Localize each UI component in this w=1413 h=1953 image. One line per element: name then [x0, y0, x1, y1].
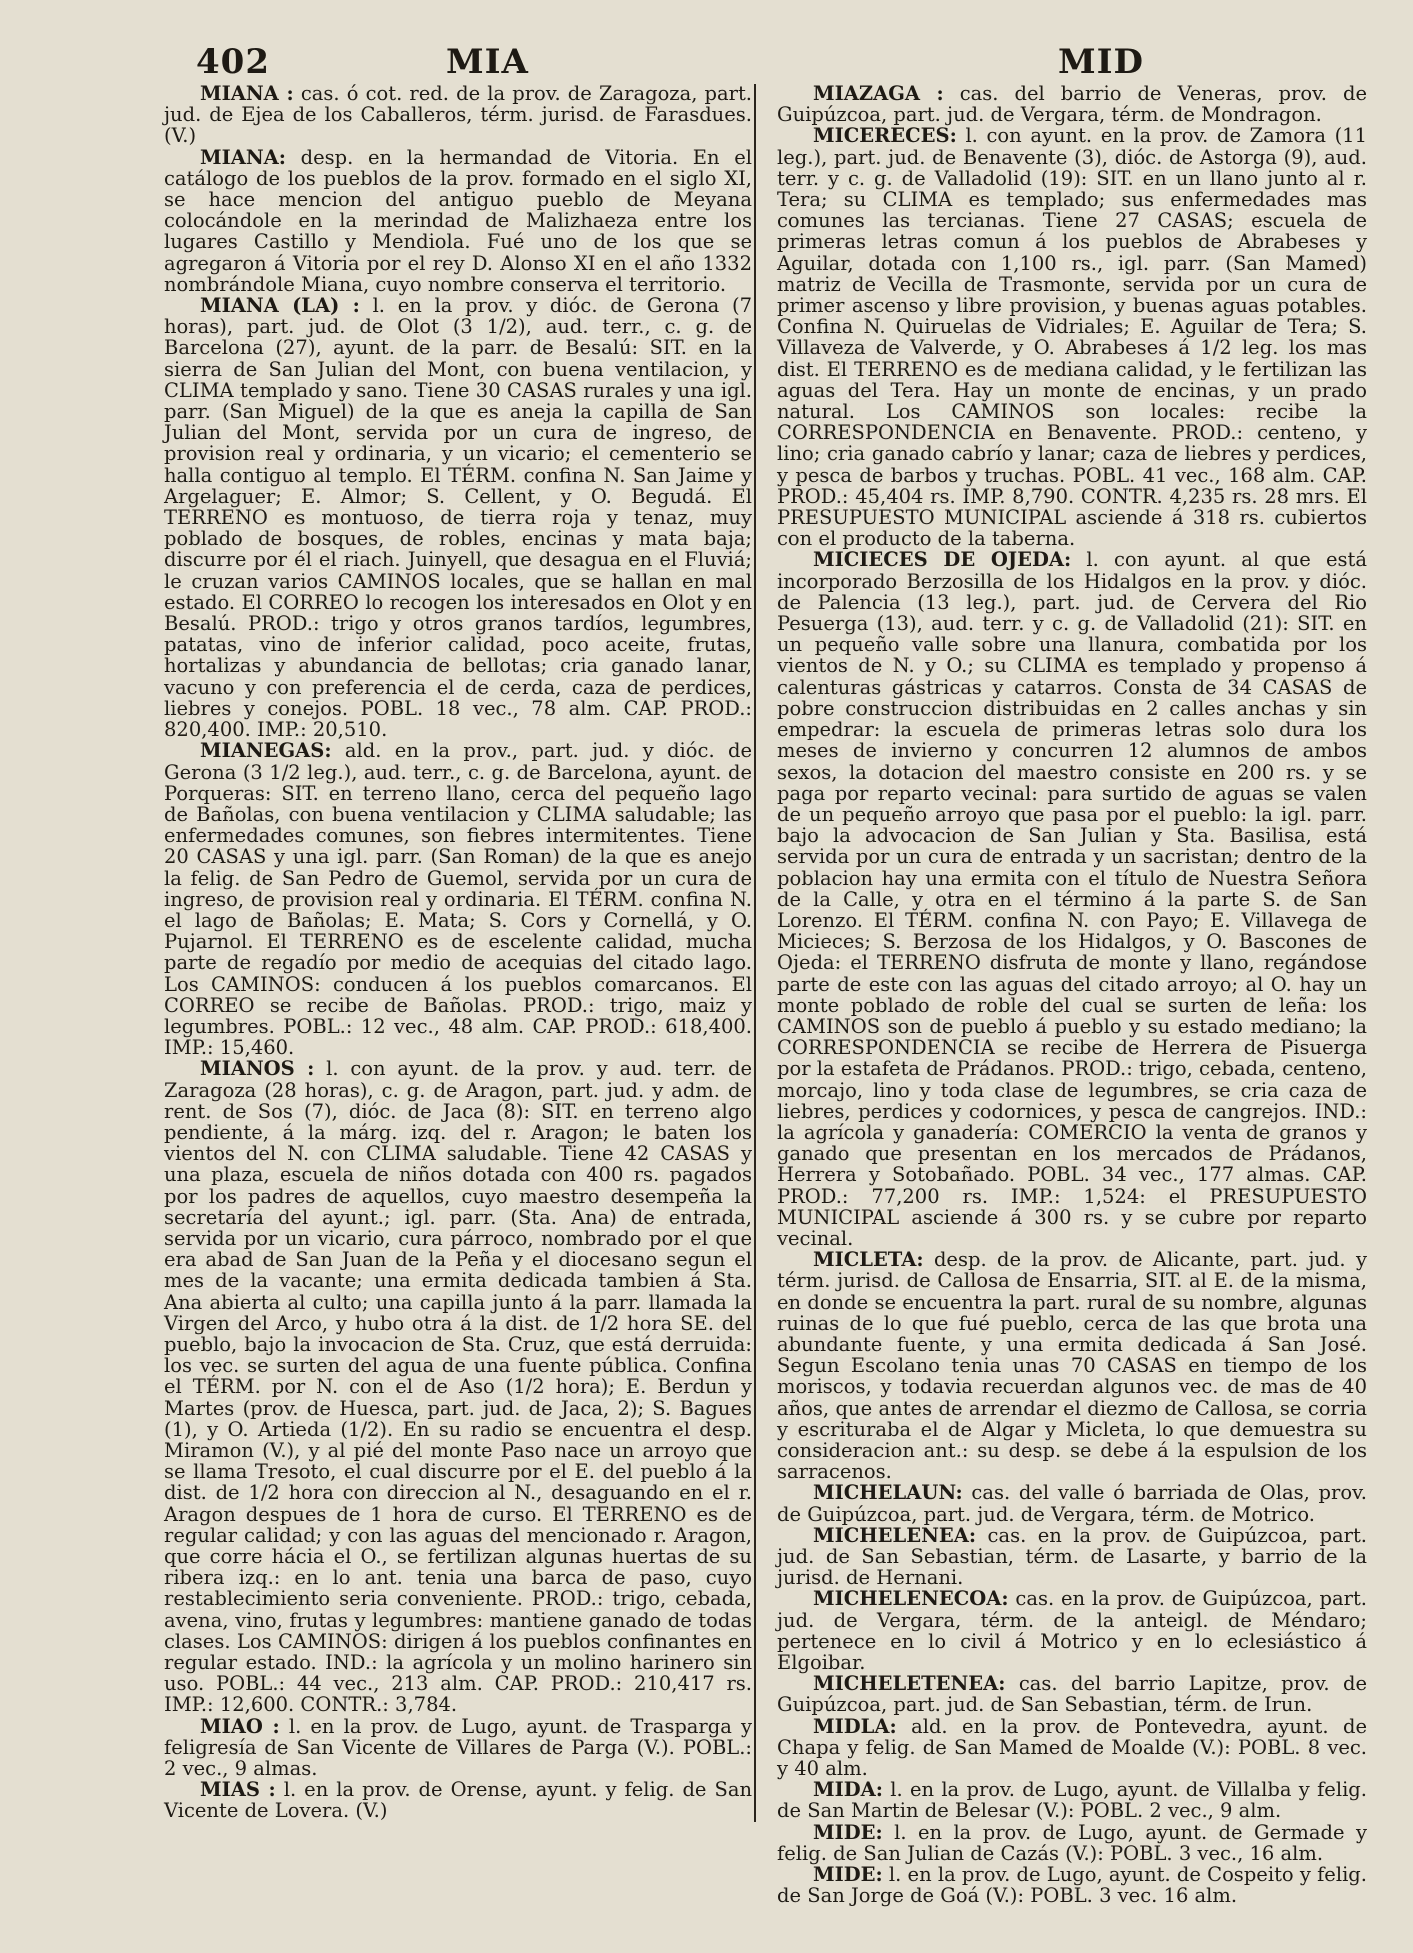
entry-text: cas. del barrio Lapitze, prov. de Guipúzcoa, part. jud. de San Sebastian, térm. de Irun.	[777, 1672, 1367, 1717]
entry-text: l. con ayunt. al que está incorporado Berzosilla de los Hidalgos en la prov. y dióc. de Palencia (13 leg.), part. jud. de Cervera del Rio Pesuerga (13), aud. terr. y c. g. de Valladolid (21): SIT. en un pequeño valle sobre una llanura, combatida por los vientos de N. y O.; su CLIMA es templado y propenso á calenturas gástricas y catarros. Consta de 34 CASAS de pobre construccion distribuidas en 2 calles anchas y sin empedrar: la escuela de primeras letras solo dura los meses de invierno y concurren 12 alumnos de ambos sexos, la dotacion del maestro consiste en 200 rs. y se paga por reparto vecinal: para surtido de aguas se valen de un pequeño arroyo que pasa por el pueblo: la igl. parr. bajo la advocacion de San Julian y Sta. Basilisa, está servida por un cura de entrada y un sacristan; dentro de la poblacion hay una ermita con el título de Nuestra Señora de la Calle, y otra en el término á la parte S. de San Lorenzo. El TÉRM. confina N. con Payo; E. Villavega de Micieces; S. Berzosa de los Hidalgos, y O. Bascones de Ojeda: el TERRENO disfruta de monte y llano, regándose parte de este con las aguas del citado arroyo; al O. hay un monte poblado de roble del cual se surten de leña: los CAMINOS son de pueblo á pueblo y su estado mediano; la CORRESPONDENCIA se recibe de Herrera de Pisuerga por la estafeta de Prádanos. PROD.: trigo, cebada, centeno, morcajo, lino y toda clase de legumbres, se cria caza de liebres, perdices y codornices, y pesca de cangrejos. IND.: la agrícola y ganadería: COMERCIO la venta de granos y ganado que presentan en los mercados de Prádanos, Herrera y Sotobañado. POBL. 34 vec., 177 almas. CAP. PROD.: 77,200 rs. IMP.: 1,524: el PRESUPUESTO MUNICIPAL asciende á 300 rs. y se cubre por reparto vecinal.	[777, 548, 1368, 1250]
entry-text: cas. en la prov. de Guipúzcoa, part. jud. de San Sebastian, térm. de Lasarte, y barrio de la jurisd. de Hernani.	[777, 1523, 1367, 1590]
dictionary-entry	[777, 1716, 1367, 1780]
entry-headword: MICHELAUN:	[813, 1481, 963, 1505]
dictionary-entry	[777, 1822, 1367, 1864]
entry-headword: MIANA :	[200, 82, 294, 105]
dictionary-entry	[777, 549, 1367, 1249]
entry-text: desp. en la hermandad de Vitoria. En el catálogo de los pueblos de la prov. formado en el siglo XI, se hace mencion del antiguo pueblo de Meyana colocándole en la merindad de Malizhaeza entre los lugares Castillo y Mendiola. Fué uno de los que se agregaron á Vitoria por el rey D. Alonso XI en el año 1332 nombrándole Miana, cuyo nombre conserva el territorio.	[164, 145, 752, 296]
left-guide-word: MIA	[446, 42, 529, 82]
entry-headword: MICLETA:	[813, 1248, 924, 1272]
dictionary-entry	[777, 1864, 1367, 1906]
entry-text: cas. del valle ó barriada de Olas, prov. de Guipúzcoa, part. jud. de Vergara, térm. de Motrico.	[777, 1481, 1367, 1526]
dictionary-entry	[164, 295, 752, 740]
entry-headword: MICIECES DE OJEDA:	[813, 548, 1072, 572]
dictionary-entry	[164, 740, 752, 1058]
entry-text: cas. ó cot. red. de la prov. de Zaragoza, part. jud. de Ejea de los Caballeros, térm. jurisd. de Farasdues. (V.)	[164, 82, 752, 148]
entry-headword: MICHELENECOA:	[813, 1587, 1009, 1611]
dictionary-entry	[164, 1779, 752, 1821]
entry-text: l. en la prov. de Lugo, ayunt. de Germade y felig. de San Julian de Cazás (V.): POBL. 3 vec., 16 alm.	[777, 1820, 1367, 1865]
dictionary-entry	[777, 125, 1367, 549]
dictionary-entry	[164, 83, 752, 147]
entry-text: l. en la prov. de Lugo, ayunt. de Trasparga y feligresía de San Vicente de Villares de Parga (V.). POBL.: 2 vec., 9 almas.	[164, 1714, 752, 1781]
entry-headword: MIAO :	[200, 1714, 280, 1738]
entry-headword: MIDLA:	[813, 1714, 897, 1738]
entry-text: desp. de la prov. de Alicante, part. jud. y térm. jurisd. de Callosa de Ensarria, SIT. al E. de la misma, en donde se encuentra la part. rural de su nombre, algunas ruinas de lo que fué pueblo, cerca de las que brota una abundante fuente, y una ermita dedicada á San José. Segun Escolano tenia unas 70 CASAS en tiempo de los moriscos, y todavia recuerdan algunos vec. de mas de 40 años, que antes de arrendar el diezmo de Callosa, se corria y escrituraba el de Algar y Micleta, lo que demuestra su consideracion ant.: su desp. se debe á la espulsion de los sarracenos.	[777, 1248, 1367, 1484]
dictionary-entry	[164, 1058, 752, 1715]
dictionary-entry	[777, 1482, 1367, 1524]
left-column	[164, 83, 752, 1822]
entry-text: cas. del barrio de Veneras, prov. de Guipúzcoa, part. jud. de Vergara, térm. de Mondragon.	[777, 82, 1367, 127]
entry-headword: MIAS :	[200, 1778, 276, 1802]
dictionary-entry	[777, 1249, 1367, 1482]
entry-headword: MIDE:	[813, 1863, 883, 1887]
dictionary-entry	[164, 147, 752, 295]
entry-text: l. con ayunt. en la prov. de Zamora (11 leg.), part. jud. de Benavente (3), dióc. de Astorga (9), aud. terr. y c. g. de Valladolid (19): SIT. en un llano junto al r. Tera; su CLIMA es templado; sus enfermedades mas comunes las tercianas. Tiene 27 CASAS; escuela de primeras letras comun á los pueblos de Abrabeses y Aguilar, dotada con 1,100 rs., igl. parr. (San Mamed) matriz de Vecilla de Trasmonte, servida por un cura de primer ascenso y libre provision, y buenas aguas potables. Confina N. Quiruelas de Vidriales; E. Aguilar de Tera; S. Villaveza de Valverde, y O. Abrabeses á 1/2 leg. los mas dist. El TERRENO es de mediana calidad, y le fertilizan las aguas del Tera. Hay un monte de encinas, y un prado natural. Los CAMINOS son locales: recibe la CORRESPONDENCIA en Benavente. PROD.: centeno, y lino; cria ganado cabrío y lanar; caza de liebres y perdices, y pesca de barbos y truchas. POBL. 41 vec., 168 alm. CAP. PROD.: 45,404 rs. IMP. 8,790. CONTR. 4,235 rs. 28 mrs. El PRESUPUESTO MUNICIPAL asciende á 318 rs. cubiertos con el producto de la taberna.	[777, 124, 1367, 551]
entry-text: ald. en la prov. de Pontevedra, ayunt. de Chapa y felig. de San Mamed de Moalde (V.): POBL. 8 vec. y 40 alm.	[777, 1714, 1367, 1781]
entry-text: l. en la prov. de Orense, ayunt. y felig. de San Vicente de Lovera. (V.)	[164, 1778, 753, 1823]
entry-text: l. en la prov. de Lugo, ayunt. de Cospeito y felig. de San Jorge de Goá (V.): POBL. 3 vec. 16 alm.	[777, 1863, 1367, 1908]
entry-headword: MICHELETENEA:	[813, 1672, 1006, 1696]
entry-text: ald. en la prov., part. jud. y dióc. de Gerona (3 1/2 leg.), aud. terr., c. g. de Barcelona, ayunt. de Porqueras: SIT. en terreno llano, cerca del pequeño lago de Bañolas, con buena ventilacion y CLIMA saludable; las enfermedades comunes, son fiebres intermitentes. Tiene 20 CASAS y una igl. parr. (San Roman) de la que es anejo la felig. de San Pedro de Guemol, servida por un cura de ingreso, de provision real y ordinaria. El TÉRM. confina N. el lago de Bañolas; E. Mata; S. Cors y Cornellá, y O. Pujarnol. El TERRENO es de escelente calidad, mucha parte de regadío por medio de acequias del citado lago. Los CAMINOS: conducen á los pueblos comarcanos. El CORREO se recibe de Bañolas. PROD.: trigo, maiz y legumbres. POBL.: 12 vec., 48 alm. CAP. PROD.: 618,400. IMP.: 15,460.	[164, 739, 752, 1060]
entry-headword: MIANA (LA) :	[200, 294, 360, 318]
right-column	[777, 83, 1367, 1906]
entry-headword: MICERECES:	[813, 124, 957, 148]
entry-headword: MIDA:	[813, 1778, 883, 1802]
entry-text: l. con ayunt. de la prov. y aud. terr. de Zaragoza (28 horas), c. g. de Aragon, part. jud. y adm. de rent. de Sos (7), dióc. de Jaca (8): SIT. en terreno algo pendiente, á la márg. izq. del r. Aragon; le baten los vientos del N. con CLIMA saludable. Tiene 42 CASAS y una plaza, escuela de niños dotada con 400 rs. pagados por los padres de aquellos, cuyo maestro desempeña la secretaría del ayunt.; igl. parr. (Sta. Ana) de entrada, servida por un vicario, cura párroco, nombrado por el que era abad de San Juan de la Peña y el diocesano segun el mes de la vacante; una ermita dedicada tambien á Sta. Ana abierta al culto; una capilla junto á la parr. llamada la Virgen del Arco, y hubo otra á la dist. de 1/2 hora SE. del pueblo, bajo la invocacion de Sta. Cruz, que está derruida: los vec. se surten del agua de una fuente pública. Confina el TÉRM. por N. con el de Aso (1/2 hora); E. Berdun y Martes (prov. de Huesca, part. jud. de Jaca, 2); S. Bagues (1), y O. Artieda (1/2). En su radio se encuentra el desp. Miramon (V.), y al pié del monte Paso nace un arroyo que se llama Tresoto, el cual discurre por el E. del pueblo á la dist. de 1/2 hora con direccion al N., desaguando en el r. Aragon despues de 1 hora de curso. El TERRENO es de regular calidad; y con las aguas del mencionado r. Aragon, que corre hácia el O., se fertilizan algunas huertas de su ribera izq.: en lo ant. tenia una barca de paso, cuyo restablecimiento seria conveniente. PROD.: trigo, cebada, avena, vino, frutas y legumbres: mantiene ganado de todas clases. Los CAMINOS: dirigen á los pueblos confinantes en regular estado. IND.: la agrícola y un molino harinero sin uso. POBL.: 44 vec., 213 alm. CAP. PROD.: 210,417 rs. IMP.: 12,600. CONTR.: 3,784.	[164, 1057, 752, 1717]
dictionary-entry	[777, 83, 1367, 125]
entry-headword: MIAZAGA :	[813, 82, 944, 105]
dictionary-entry	[777, 1779, 1367, 1821]
page-number: 402	[196, 42, 270, 82]
entry-headword: MIDE:	[813, 1820, 883, 1844]
entry-text: l. en la prov. y dióc. de Gerona (7 horas), part. jud. de Olot (3 1/2), aud. terr., c. g. de Barcelona (27), ayunt. de la parr. de Besalú: SIT. en la sierra de San Julian del Mont, con buena ventilacion, y CLIMA templado y sano. Tiene 30 CASAS rurales y una igl. parr. (San Miguel) de la que es aneja la capilla de San Julian del Mont, servida por un cura de ingreso, de provision real y ordinaria, y un vicario; el cementerio se halla contiguo al templo. El TÉRM. confina N. San Jaime y Argelaguer; E. Almor; S. Cellent, y O. Begudá. El TERRENO es montuoso, de tierra roja y tenaz, muy poblado de bosques, de robles, encinas y mata baja; discurre por él el riach. Juinyell, que desagua en el Fluviá; le cruzan varios CAMINOS locales, que se hallan en mal estado. El CORREO lo recogen los interesados en Olot y en Besalú. PROD.: trigo y otros granos tardíos, legumbres, patatas, vino de inferior calidad, poco aceite, frutas, hortalizas y abundancia de bellotas; cria ganado lanar, vacuno y con preferencia el de cerda, caza de perdices, liebres y conejos. POBL. 18 vec., 78 alm. CAP. PROD.: 820,400. IMP.: 20,510.	[164, 294, 753, 742]
dictionary-entry	[777, 1673, 1367, 1715]
entry-headword: MICHELENEA:	[813, 1523, 977, 1547]
entry-text: l. en la prov. de Lugo, ayunt. de Villalba y felig. de San Martin de Belesar (V.): POBL. 2 vec., 9 alm.	[777, 1778, 1367, 1823]
dictionary-entry	[164, 1716, 752, 1780]
entry-headword: MIANEGAS:	[200, 739, 332, 763]
entry-headword: MIANA:	[200, 145, 286, 169]
dictionary-entry	[777, 1588, 1367, 1673]
entry-headword: MIANOS :	[200, 1057, 315, 1081]
column-divider	[754, 84, 756, 1822]
right-guide-word: MID	[1058, 42, 1145, 82]
entry-text: cas. en la prov. de Guipúzcoa, part. jud. de Vergara, térm. de la anteigl. de Méndaro; pertenece en lo civil á Motrico y en lo eclesiástico á Elgoibar.	[777, 1587, 1367, 1675]
dictionary-entry	[777, 1525, 1367, 1589]
